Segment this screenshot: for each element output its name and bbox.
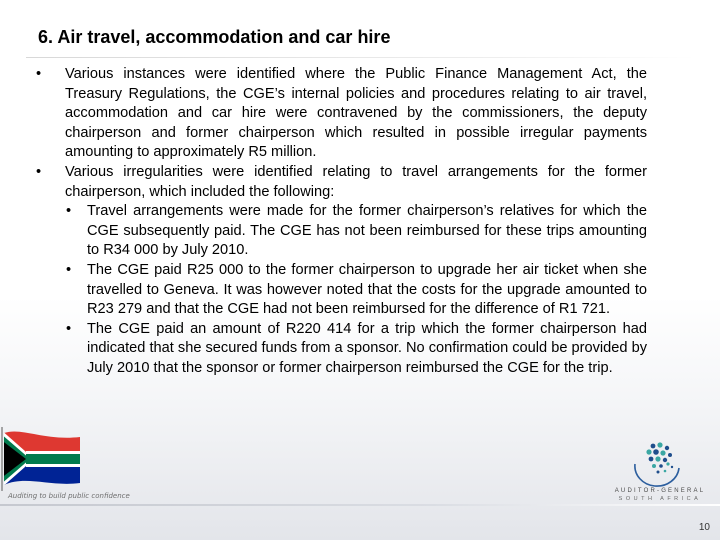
- org-name: AUDITOR-GENERAL: [614, 488, 706, 494]
- page-number: 10: [698, 522, 710, 533]
- bullet-marker: •: [66, 203, 72, 220]
- title-divider: [26, 57, 696, 58]
- bullet-text: Various irregularities were identified relating to travel arrangements for the former chairperson, which included the following:: [65, 163, 647, 200]
- bullet-item: [36, 163, 647, 202]
- bullet-item: [36, 65, 647, 163]
- slide-body: [36, 65, 647, 379]
- bullet-text: The CGE paid an amount of R220 414 for a trip which the former chairperson had indicated that she secured funds from a sponsor. No confirmation could be provided by July 2010 that the sponsor or former chairperson reimbursed the CGE for the trip.: [87, 320, 647, 376]
- footer-tagline: Auditing to build public confidence: [8, 492, 130, 500]
- bullet-text: The CGE paid R25 000 to the former chairperson to upgrade her air ticket when she travelled to Geneva. It was however noted that the costs for the upgrade amounted to R23 279 and that the CGE had not been reimbursed for the difference of R1 721.: [87, 261, 647, 318]
- bullet-marker: •: [66, 320, 72, 337]
- footer-divider: [0, 504, 720, 506]
- bullet-marker: •: [66, 261, 72, 278]
- sub-bullet-item: [36, 261, 647, 320]
- org-country: SOUTH AFRICA: [618, 496, 702, 502]
- sub-bullet-item: [36, 320, 647, 379]
- sub-bullet-item: [36, 202, 647, 261]
- bullet-text: Various instances were identified where the Public Finance Management Act, the Treasury Regulations, the CGE’s internal policies and procedures relating to air travel, accommodation and car hire were contravened by the commissioners, the deputy chairperson and former chairperson which resulted in possible irregular payments amounting to approximately R5 million.: [65, 66, 647, 161]
- slide-title: 6. Air travel, accommodation and car hire: [38, 27, 391, 47]
- bullet-marker: •: [36, 66, 42, 82]
- south-africa-flag-icon: [0, 425, 82, 493]
- bullet-text: Travel arrangements were made for the former chairperson’s relatives for which the CGE subsequently paid. The CGE has not been reimbursed for these trips amounting to R34 000 by July 2010.: [87, 203, 647, 259]
- bullet-marker: •: [36, 163, 42, 180]
- auditor-general-logo-icon: [627, 440, 687, 488]
